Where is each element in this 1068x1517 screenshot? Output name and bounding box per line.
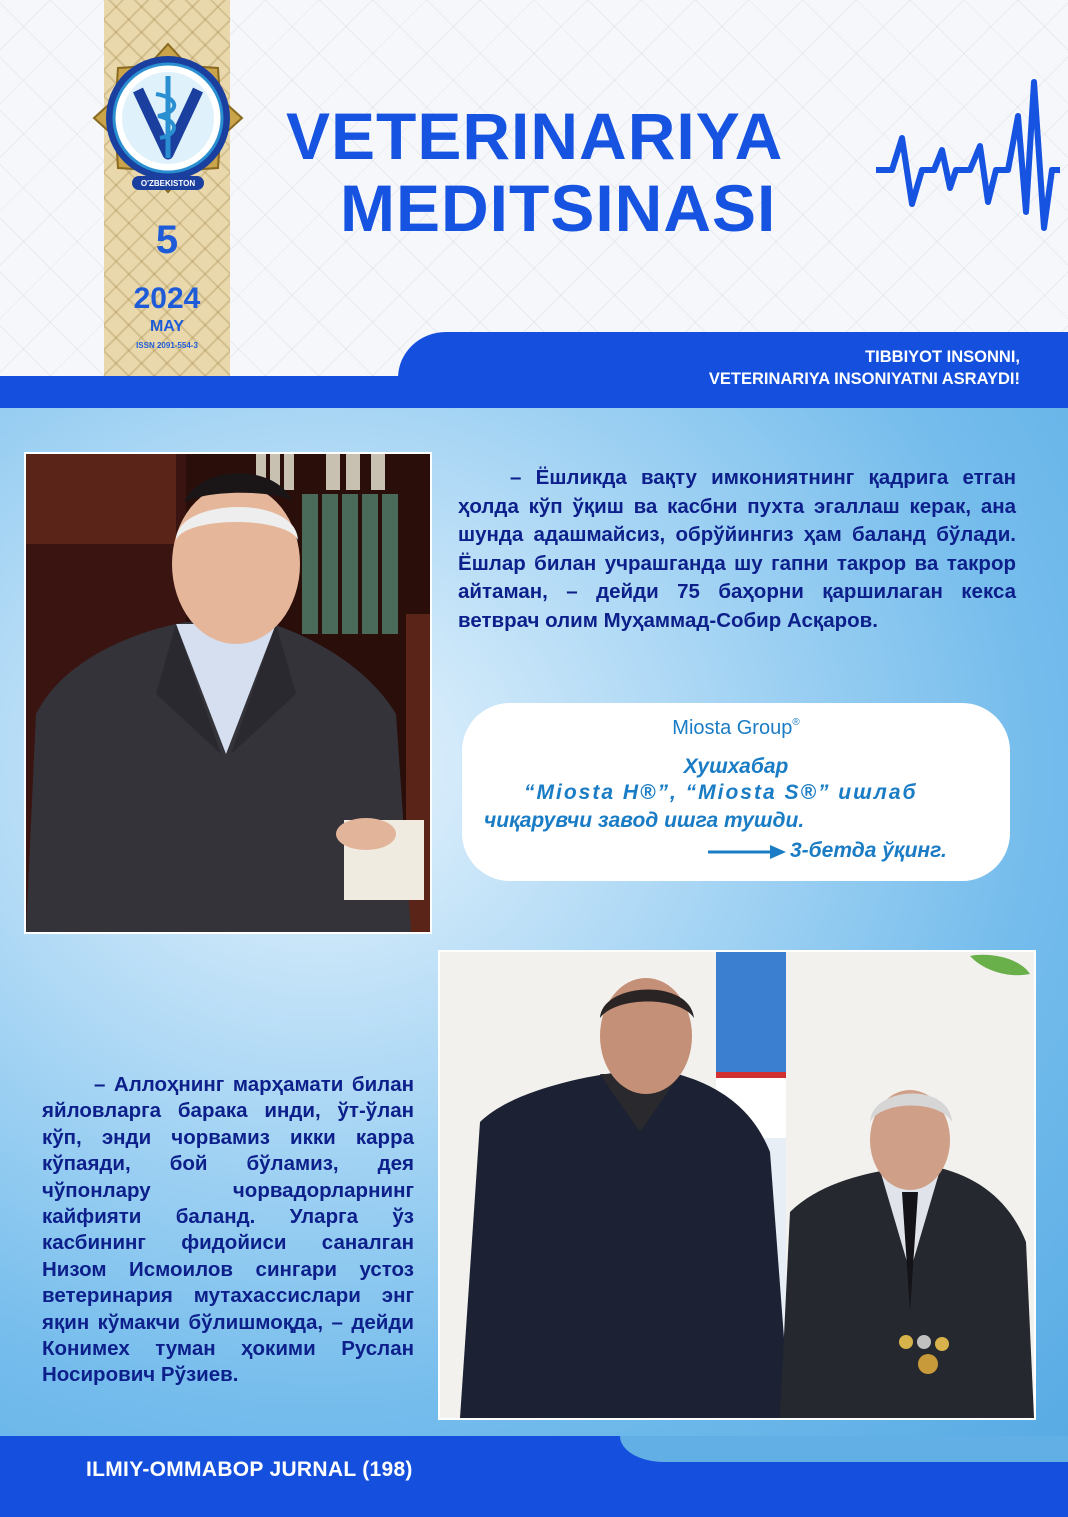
slogan-line1: TIBBIYOT INSONNI,	[865, 348, 1020, 366]
slogan-line2: VETERINARIYA INSONIYATNI ASRAYDI!	[708, 370, 1020, 388]
issue-month: MAY	[149, 318, 185, 335]
issue-year: 2024	[133, 282, 201, 315]
portrait-photo-elder	[24, 452, 432, 934]
article1-quote: – Ёшликда вақту имкониятнинг қадрига етган ҳолда кўп ўқиш ва касбни пухта эгаллаш керак, ана шунда адашмайсиз, обрўйингиз ҳам баланд бўлади. Ёшлар билан учрашганда шу гапни такрор ва такрор айтаман, – дейди 75 баҳорни қаршилаган кекса ветврач олим Муҳаммад-Собир Асқаров.	[458, 466, 1016, 632]
promo-brand	[462, 717, 1010, 740]
article2-quote: – Аллоҳнинг марҳамати билан яйловларга барака инди, ўт-ўлан кўп, энди чорвамиз икки карра кўпаяди, бой бўламиз, дея чўпонлару чорвадорларнинг кайфияти баланд. Уларга ўз касбининг фидойиси саналган Низом Исмоилов сингари устоз ветеринария мутахассислари энг яқин кўмакчи бўлишмоқда, – дейди Конимех туман ҳокими Руслан Носирович Рўзиев.	[42, 1073, 414, 1387]
footer-accent	[620, 1436, 1068, 1462]
ecg-line-icon	[876, 78, 1060, 238]
promo-line1: “Miosta H®”, “Miosta S®” ишлаб	[524, 781, 918, 804]
logo-caption: O'ZBEKISTON	[140, 179, 196, 188]
arrow-right-icon	[708, 844, 786, 860]
journal-issue-footer: ILMIY-OMMABOP JURNAL (198)	[86, 1458, 413, 1481]
slogan	[709, 346, 1020, 390]
magazine-title-line1: VETERINARIYA	[286, 99, 784, 173]
promo-brand-mark: ®	[792, 717, 800, 728]
promo-line2: чиқарувчи завод ишга тушди.	[484, 809, 805, 832]
magazine-title-line2: MEDITSINASI	[340, 171, 777, 245]
vet-emblem-icon	[92, 42, 244, 194]
portrait-photo-officials	[438, 950, 1036, 1420]
issue-number: 5	[155, 218, 179, 262]
promo-card[interactable]	[462, 703, 1010, 881]
promo-link[interactable]: 3-бетда ўқинг.	[790, 839, 947, 862]
promo-brand-text: Miosta Group	[672, 717, 793, 739]
issn: ISSN 2091-554-3	[136, 341, 198, 350]
promo-heading: Хушхабар	[683, 755, 789, 778]
